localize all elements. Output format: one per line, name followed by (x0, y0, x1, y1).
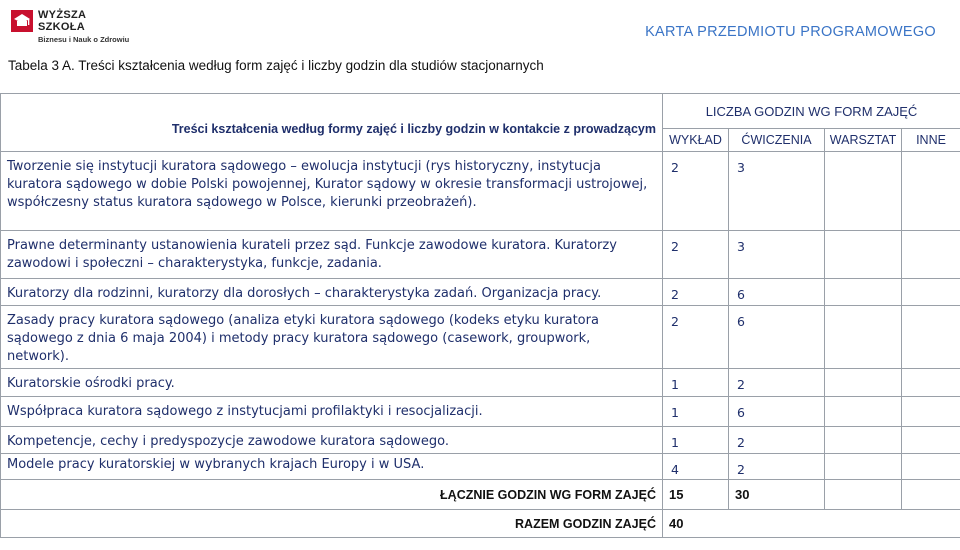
grand-total-label: RAZEM GODZIN ZAJĘĆ (1, 510, 663, 538)
row-inne (902, 427, 960, 454)
document-title: KARTA PRZEDMIOTU PROGRAMOWEGO (645, 24, 936, 40)
row-content: Kuratorzy dla rodzinni, kuratorzy dla dorosłych – charakterystyka zadań. Organizacja pracy. (1, 279, 663, 306)
row-inne (902, 397, 960, 427)
table-row (1, 454, 960, 480)
content-column-header: Treści kształcenia według formy zajęć i liczby godzin w kontakcie z prowadzącym (1, 94, 663, 152)
table-row (1, 397, 960, 427)
row-inne (902, 369, 960, 397)
row-content: Współpraca kuratora sądowego z instytucjami profilaktyki i resocjalizacji. (1, 397, 663, 427)
row-cwiczenia: 2 (729, 369, 825, 397)
row-inne (902, 279, 960, 306)
table-row (1, 231, 960, 279)
total-cwiczenia: 30 (729, 480, 825, 510)
row-warsztat (825, 369, 902, 397)
row-inne (902, 231, 960, 279)
row-wyklad: 2 (663, 152, 729, 231)
row-content: Kuratorskie ośrodki pracy. (1, 369, 663, 397)
row-content: Modele pracy kuratorskiej w wybranych krajach Europy i w USA. (1, 454, 663, 480)
row-warsztat (825, 152, 902, 231)
total-by-form-label: ŁĄCZNIE GODZIN WG FORM ZAJĘĆ (1, 480, 663, 510)
column-header-inne: INNE (902, 129, 960, 152)
row-content: Prawne determinanty ustanowienia kurateli przez sąd. Funkcje zawodowe kuratora. Kuratorzy zawodowi i społeczni – charakterystyka, funkcje, zadania. (1, 231, 663, 279)
table-row (1, 152, 960, 231)
row-warsztat (825, 397, 902, 427)
row-warsztat (825, 306, 902, 369)
table-row (1, 427, 960, 454)
table-row (1, 306, 960, 369)
row-warsztat (825, 231, 902, 279)
row-cwiczenia: 6 (729, 306, 825, 369)
row-inne (902, 152, 960, 231)
row-cwiczenia: 2 (729, 454, 825, 480)
column-header-warsztat: WARSZTAT (825, 129, 902, 152)
content-table (0, 93, 960, 538)
row-wyklad: 4 (663, 454, 729, 480)
logo-mark-icon (10, 9, 34, 33)
row-wyklad: 2 (663, 231, 729, 279)
row-inne (902, 454, 960, 480)
grand-total-row (1, 510, 960, 538)
logo-subtitle: Biznesu i Nauk o Zdrowiu (38, 35, 130, 45)
total-inne (902, 480, 960, 510)
row-wyklad: 1 (663, 397, 729, 427)
row-wyklad: 2 (663, 306, 729, 369)
table-row (1, 279, 960, 306)
row-content: Tworzenie się instytucji kuratora sądowego – ewolucja instytucji (rys historyczny, instytucja kuratora sądowego w dobie Polski powojennej, Kurator sądowy w okresie transformacji ustrojowej, współczesny status kuratora sądowego w Polsce, kierunki przeobrażeń). (1, 152, 663, 231)
school-logo (10, 7, 134, 45)
column-header-wyklad: WYKŁAD (663, 129, 729, 152)
column-header-cwiczenia: ĆWICZENIA (729, 129, 825, 152)
table-row (1, 369, 960, 397)
row-inne (902, 306, 960, 369)
row-content: Kompetencje, cechy i predyspozycje zawodowe kuratora sądowego. (1, 427, 663, 454)
row-warsztat (825, 427, 902, 454)
total-by-form-row (1, 480, 960, 510)
row-wyklad: 1 (663, 427, 729, 454)
row-warsztat (825, 279, 902, 306)
row-cwiczenia: 2 (729, 427, 825, 454)
total-warsztat (825, 480, 902, 510)
row-content: Zasady pracy kuratora sądowego (analiza etyki kuratora sądowego (kodeks etyku kuratora sądowego z dnia 6 maja 2004) i metody pracy kuratora sądowego (casework, groupwork, network). (1, 306, 663, 369)
row-warsztat (825, 454, 902, 480)
row-cwiczenia: 6 (729, 279, 825, 306)
hours-group-header: LICZBA GODZIN WG FORM ZAJĘĆ (663, 94, 960, 129)
logo-title: WYŻSZA SZKOŁA (38, 9, 86, 33)
row-wyklad: 1 (663, 369, 729, 397)
row-cwiczenia: 3 (729, 152, 825, 231)
table-caption: Tabela 3 A. Treści kształcenia według form zajęć i liczby godzin dla studiów stacjonarnych (8, 58, 544, 73)
grand-total-value: 40 (663, 510, 960, 538)
row-cwiczenia: 6 (729, 397, 825, 427)
row-cwiczenia: 3 (729, 231, 825, 279)
row-wyklad: 2 (663, 279, 729, 306)
total-wyklad: 15 (663, 480, 729, 510)
